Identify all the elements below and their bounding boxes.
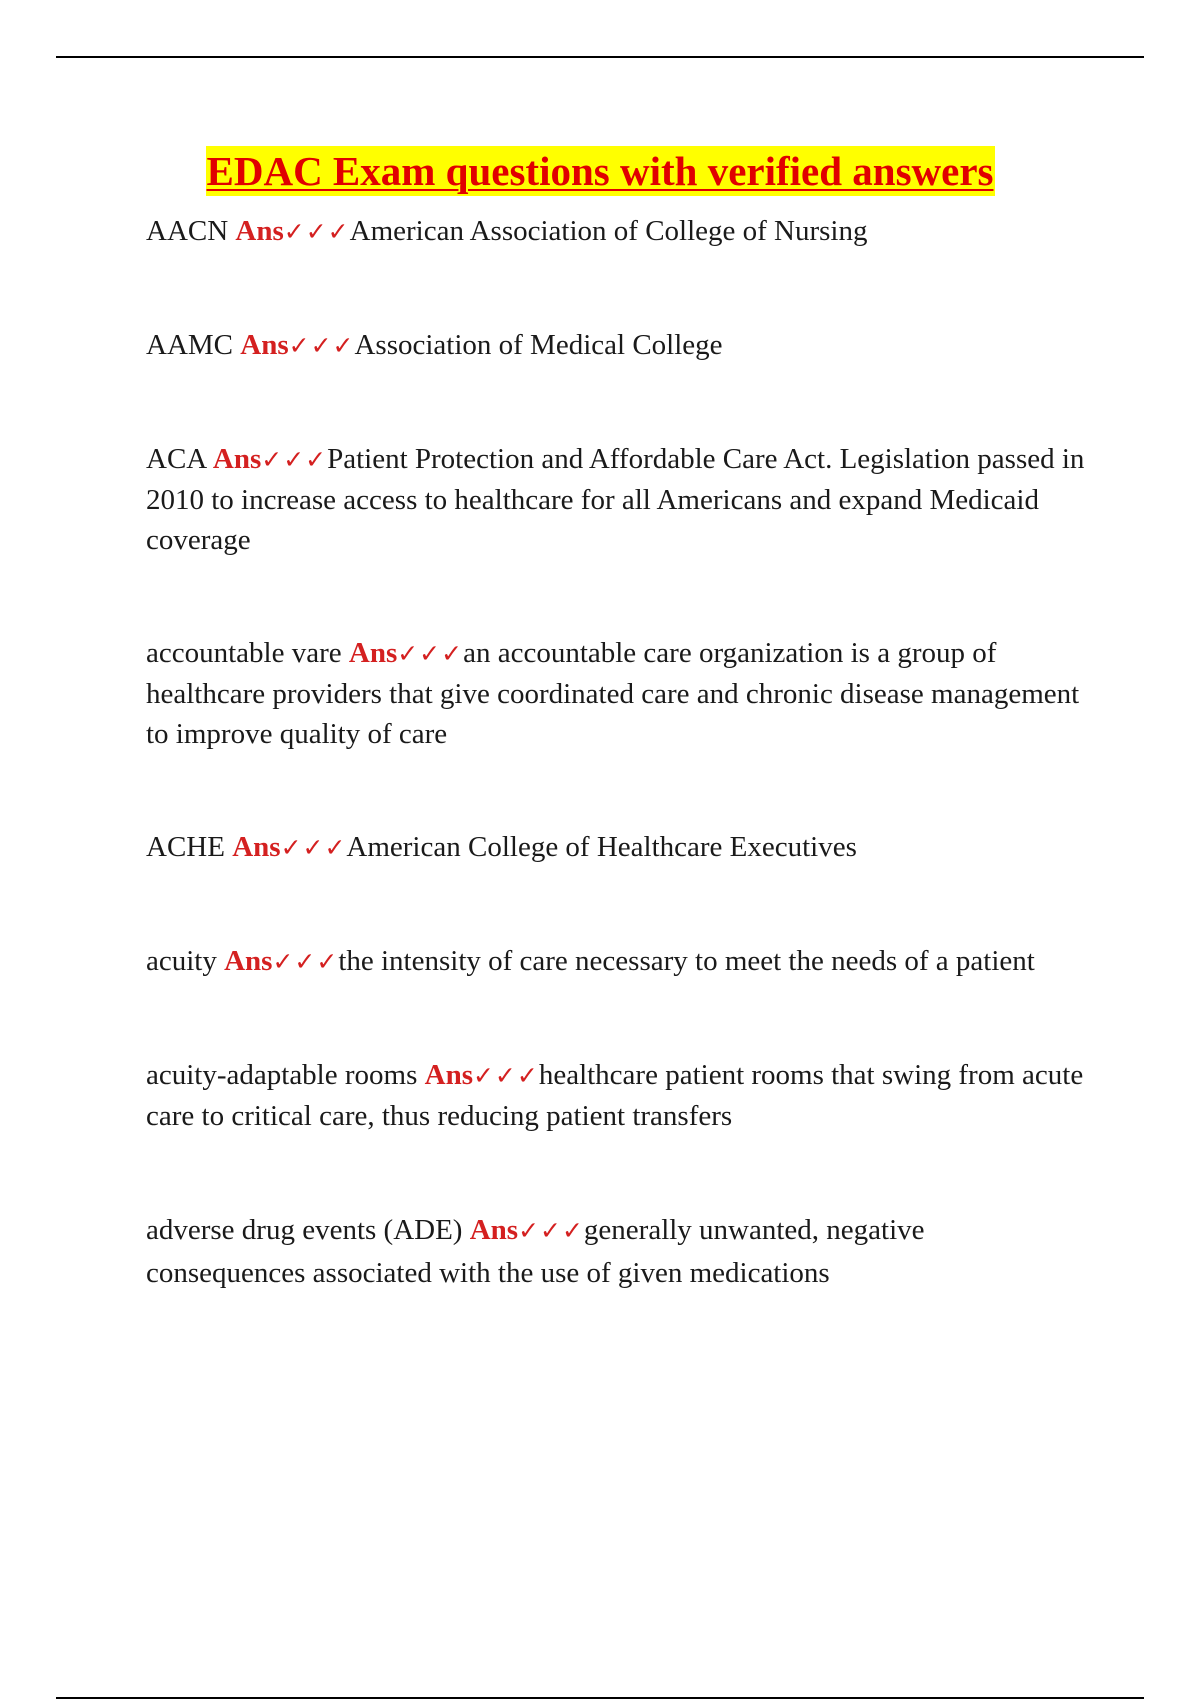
check-marks-icon: ✓✓✓ — [261, 445, 328, 474]
entry-definition: American Association of College of Nursing — [349, 215, 868, 247]
entry-term: acuity — [146, 945, 217, 977]
entry-term: acuity-adaptable rooms — [146, 1059, 418, 1091]
title-container — [0, 146, 1200, 196]
answer-label: Ans — [235, 215, 284, 247]
qa-entry — [146, 439, 1086, 560]
qa-entry — [146, 211, 1086, 252]
qa-entry — [146, 325, 1086, 366]
answer-label: Ans — [348, 637, 398, 669]
check-marks-icon: ✓✓✓ — [283, 217, 350, 246]
check-marks-icon: ✓✓✓ — [288, 331, 355, 360]
qa-entry — [146, 827, 1086, 868]
entry-definition: Patient Protection and Affordable Care Act. Legislation passed in 2010 to increase access to healthcare for all Americans and expand Medicaid coverage — [146, 443, 1085, 556]
check-marks-icon: ✓✓✓ — [272, 947, 339, 976]
entry-term: accountable vare — [146, 637, 342, 669]
entry-definition: healthcare patient rooms that swing from acute care to critical care, thus reducing patient transfers — [146, 1059, 1084, 1132]
qa-entry — [146, 1055, 1086, 1136]
entry-definition: American College of Healthcare Executives — [346, 831, 857, 863]
entry-term: ACA — [146, 443, 206, 475]
check-marks-icon: ✓✓✓ — [518, 1216, 584, 1245]
entry-term: AAMC — [146, 329, 234, 361]
check-marks-icon: ✓✓✓ — [280, 833, 347, 862]
answer-label: Ans — [212, 443, 262, 475]
answer-label: Ans — [224, 945, 273, 977]
answer-label: Ans — [424, 1059, 473, 1091]
entry-term: ACHE — [146, 831, 225, 863]
answer-label: Ans — [232, 831, 281, 863]
entry-definition: generally unwanted, negative consequences associated with the use of given medications — [146, 1214, 925, 1289]
bottom-rule — [56, 1697, 1144, 1699]
qa-list — [146, 211, 1086, 1295]
entry-definition: an accountable care organization is a group of healthcare providers that give coordinated care and chronic disease management to improve quality of care — [146, 637, 1080, 750]
entry-term: adverse drug events (ADE) — [146, 1214, 463, 1246]
entry-definition: Association of Medical College — [354, 329, 723, 361]
qa-entry — [146, 1209, 1086, 1295]
entry-definition: the intensity of care necessary to meet the needs of a patient — [338, 945, 1035, 977]
check-marks-icon: ✓✓✓ — [397, 639, 464, 668]
answer-label: Ans — [240, 329, 289, 361]
qa-entry — [146, 633, 1086, 754]
document-title: EDAC Exam questions with verified answers — [206, 148, 994, 194]
qa-entry — [146, 941, 1086, 982]
check-marks-icon: ✓✓✓ — [472, 1061, 539, 1090]
entry-term: AACN — [146, 215, 229, 247]
top-rule — [56, 56, 1144, 58]
answer-label: Ans — [469, 1214, 519, 1246]
